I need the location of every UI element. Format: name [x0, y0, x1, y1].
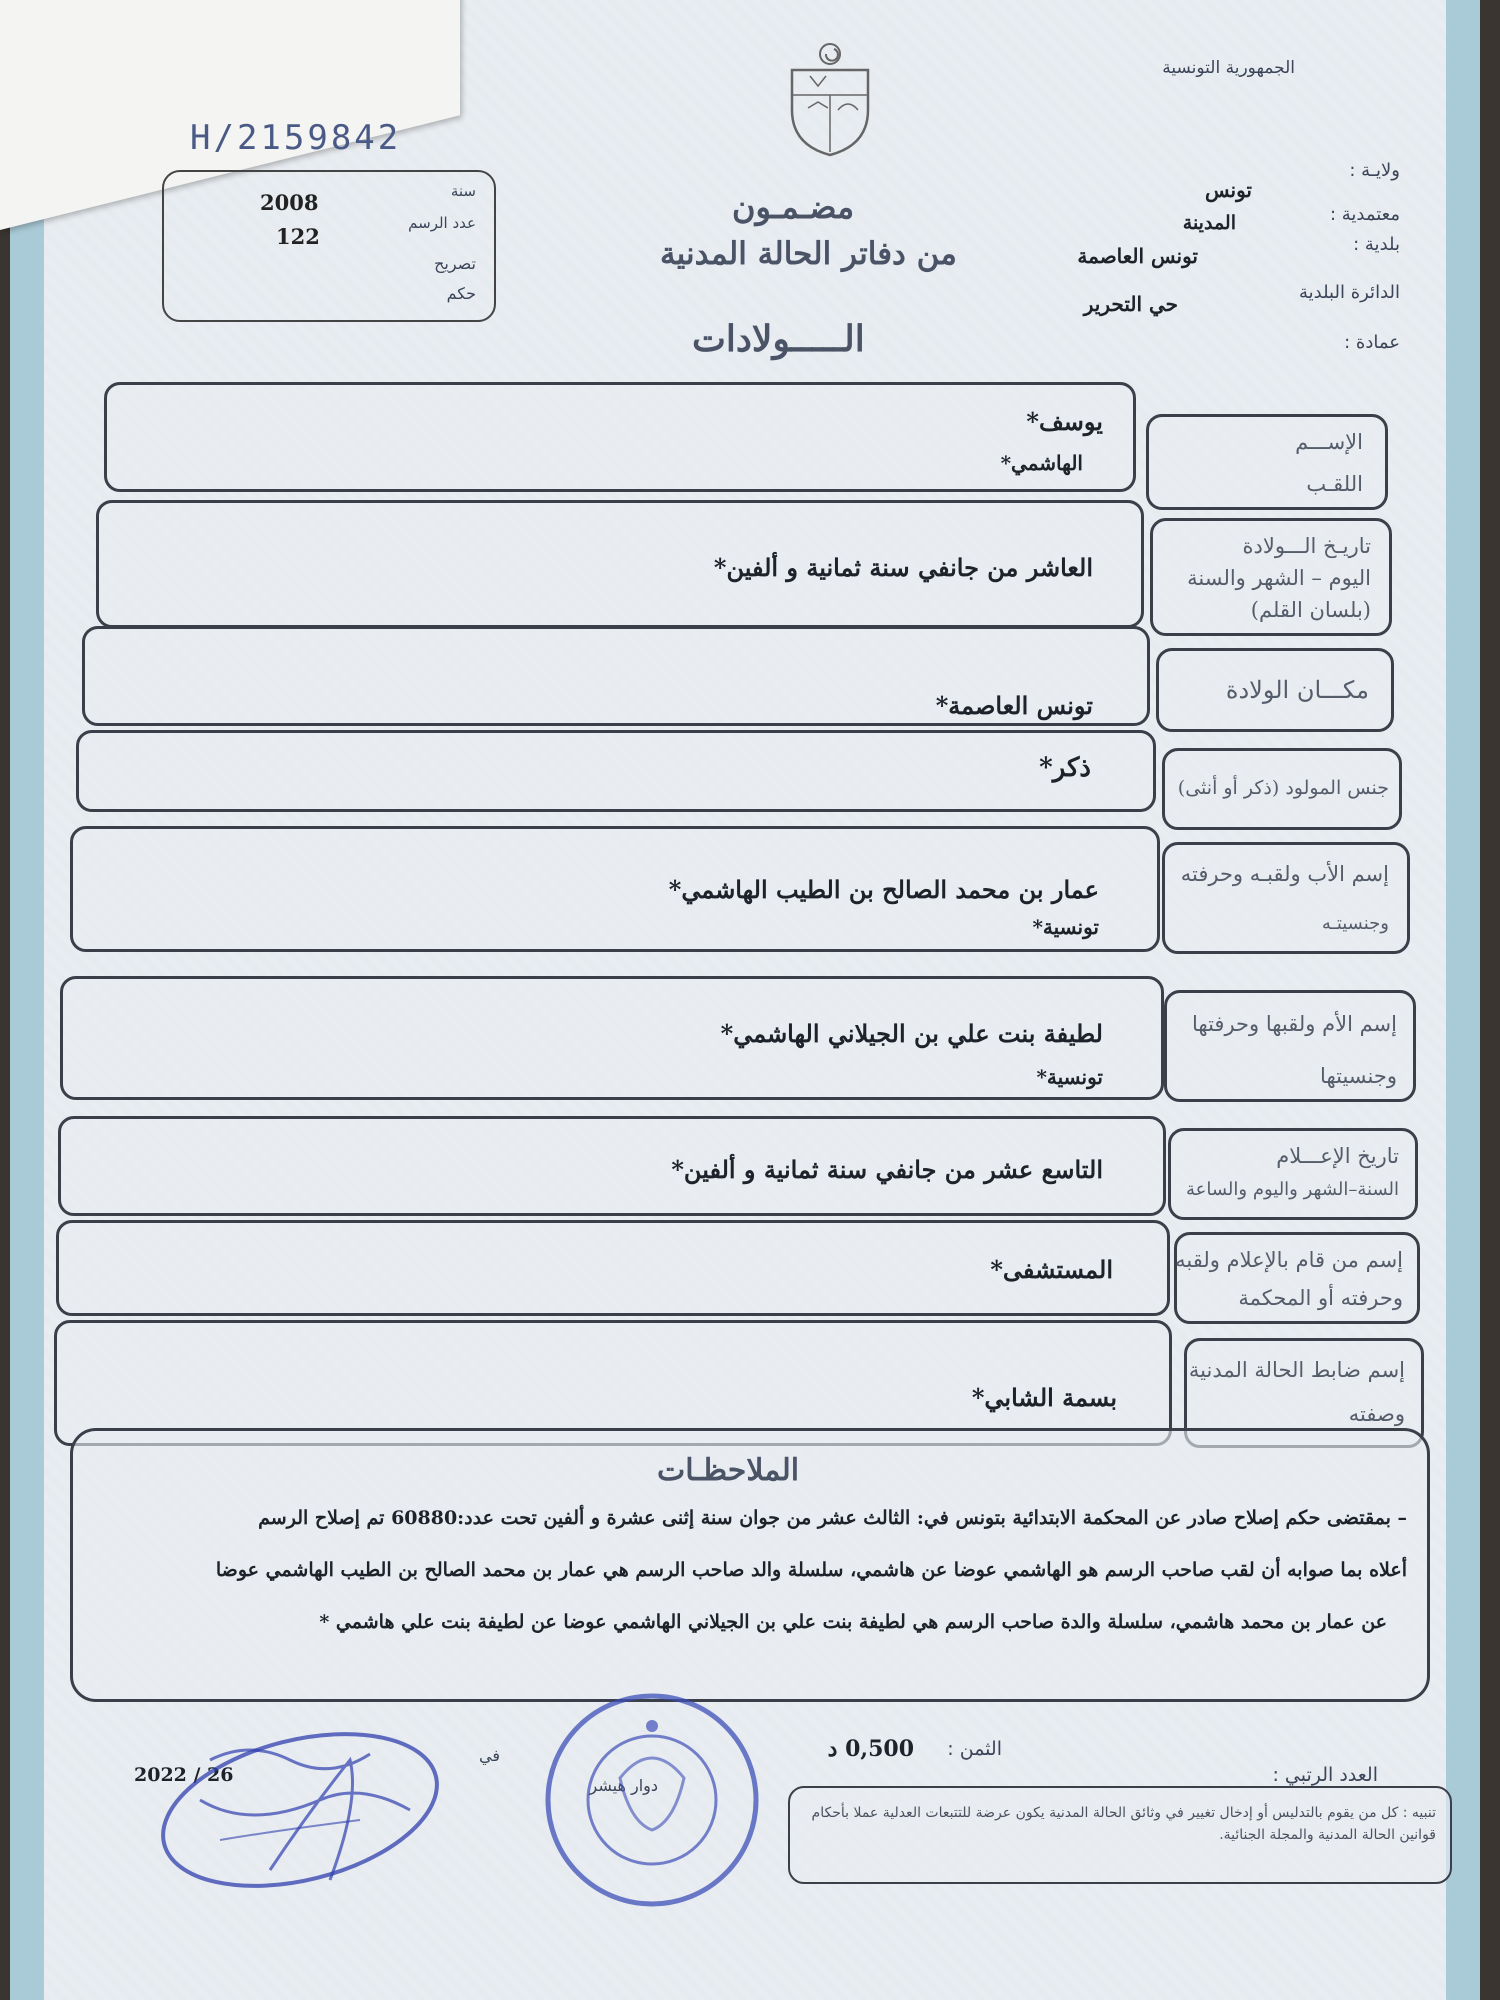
warning-text: تنبيه : كل من يقوم بالتدليس أو إدخال تغيير في وثائق الحالة المدنية يكون عرضة للتتبعات العدلية عملا بأحكام قوانين الحالة المدنية والمجلة الجنائية. — [811, 1805, 1436, 1844]
declaration-date-label-box — [1168, 1128, 1418, 1220]
mother-label: إسم الأم ولقبها وحرفتها — [1192, 1012, 1397, 1036]
father-nationality-value: تونسية* — [1032, 915, 1099, 939]
district-label: الدائرة البلدية — [1298, 282, 1400, 303]
year-value: 2008 — [260, 190, 319, 215]
municipal-seal-icon — [540, 1688, 764, 1912]
wilaya-label: ولايـة : — [1349, 160, 1400, 181]
mother-label-box — [1164, 990, 1416, 1102]
republic-label: الجمهورية التونسية — [1162, 58, 1295, 78]
baladiya-value: تونس العاصمة — [1077, 244, 1198, 268]
birth-date-label-box — [1150, 518, 1392, 636]
mutamadiya-value: المدينة — [1182, 212, 1236, 234]
remarks-title: الملاحظـات — [657, 1453, 800, 1488]
father-label-box — [1162, 842, 1410, 954]
place-value: دوار هيشر — [589, 1776, 658, 1795]
name-value-box — [104, 382, 1136, 492]
remarks-line-2: أعلاه بما صوابه أن لقب صاحب الرسم هو الهاشمي عوضا عن هاشمي، سلسلة والد صاحب الرسم هي عمار بن محمد الصالح بن الطيب الهاشمي عوضا — [215, 1559, 1407, 1581]
declaration-date-value: التاسع عشر من جانفي سنة ثمانية و ألفين* — [671, 1155, 1103, 1184]
registrar-label: إسم ضابط الحالة المدنية — [1188, 1358, 1405, 1382]
document-title: مضـمـون — [732, 188, 855, 226]
remarks-box — [70, 1428, 1430, 1702]
district-value: حي التحرير — [1083, 292, 1178, 316]
judgment-label: حكم — [446, 284, 476, 303]
declarant-label: إسم من قام بالإعلام ولقبه — [1175, 1248, 1403, 1272]
gender-value-box — [76, 730, 1156, 812]
signature-icon — [150, 1700, 490, 1920]
number-label: عدد الرسم — [408, 214, 476, 232]
declarant-label-box — [1174, 1232, 1420, 1324]
first-name-label: الإســـم — [1295, 430, 1363, 454]
declarant-value: المستشفى* — [990, 1255, 1113, 1284]
issue-date: 2022 / 26 — [134, 1764, 234, 1786]
declaration-date-sublabel: السنة–الشهر واليوم والساعة — [1185, 1179, 1399, 1200]
mother-value-box — [60, 976, 1164, 1100]
father-sublabel: وجنسيتـه — [1321, 913, 1389, 934]
date-prefix: في — [479, 1746, 500, 1765]
birth-place-value-box — [82, 626, 1150, 726]
mutamadiya-label: معتمدية : — [1329, 204, 1400, 225]
omda-label: عمادة : — [1344, 332, 1400, 353]
birth-date-value: العاشر من جانفي سنة ثمانية و ألفين* — [713, 553, 1093, 582]
birth-date-note: (بلسان القلم) — [1250, 598, 1371, 622]
wilaya-value: تونس — [1205, 178, 1252, 202]
birth-place-label-box — [1156, 648, 1394, 732]
mother-nationality-value: تونسية* — [1036, 1065, 1103, 1089]
birth-place-value: تونس العاصمة* — [935, 691, 1093, 720]
number-value: 122 — [276, 224, 320, 249]
price-value: 0,500 د — [827, 1736, 914, 1762]
surname-label: اللقـب — [1306, 472, 1363, 496]
document-subtitle: من دفاتر الحالة المدنية — [660, 236, 957, 272]
price-label: الثمن : — [947, 1738, 1002, 1760]
births-heading: الـــــولادات — [692, 318, 865, 360]
declaration-date-label: تاريخ الإعـــلام — [1276, 1144, 1399, 1168]
registrar-value: بسمة الشابي* — [971, 1383, 1117, 1412]
declaration-label: تصريح — [434, 254, 476, 273]
registration-info-box — [162, 170, 496, 322]
remarks-line-1: – بمقتضى حكم إصلاح صادر عن المحكمة الابتدائية بتونس في: الثالث عشر من جوان سنة إثنى عشرة و ألفين تحت عدد:60880 تم إصلاح الرسم — [258, 1507, 1407, 1529]
father-name-value: عمار بن محمد الصالح بن الطيب الهاشمي* — [668, 875, 1099, 904]
birth-date-sublabel: اليوم – الشهر والسنة — [1187, 566, 1371, 590]
baladiya-label: بلدية : — [1353, 234, 1400, 255]
registrar-sublabel: وصفته — [1348, 1402, 1405, 1426]
birth-date-value-box — [96, 500, 1144, 628]
birth-place-label: مكـــان الولادة — [1225, 676, 1369, 704]
father-value-box — [70, 826, 1160, 952]
warning-box — [788, 1786, 1452, 1884]
gender-label: جنس المولود (ذكر أو أنثى) — [1177, 777, 1389, 799]
serial-number: H/2159842 — [190, 118, 402, 158]
gender-value: ذكر* — [1039, 753, 1091, 783]
mother-sublabel: وجنسيتها — [1320, 1064, 1397, 1088]
declarant-sublabel: وحرفته أو المحكمة — [1238, 1286, 1403, 1310]
first-name-value: يوسف* — [1026, 407, 1103, 436]
father-label: إسم الأب ولقبـه وحرفته — [1180, 862, 1389, 886]
gender-label-box — [1162, 748, 1402, 830]
remarks-line-3: عن عمار بن محمد هاشمي، سلسلة والدة صاحب الرسم هي لطيفة بنت علي بن الجيلاني الهاشمي عوضا عن لطيفة بنت علي هاشمي * — [319, 1611, 1387, 1633]
surname-value: الهاشمي* — [1000, 451, 1083, 475]
birth-date-label: تاريـخ الـــولادة — [1242, 534, 1371, 558]
serial-number-label: العدد الرتبي : — [1272, 1764, 1378, 1786]
declaration-date-value-box — [58, 1116, 1166, 1216]
coat-of-arms-icon — [780, 40, 880, 160]
declarant-value-box — [56, 1220, 1170, 1316]
mother-name-value: لطيفة بنت علي بن الجيلاني الهاشمي* — [720, 1019, 1103, 1048]
year-label: سنة — [450, 182, 476, 200]
name-label-box — [1146, 414, 1388, 510]
